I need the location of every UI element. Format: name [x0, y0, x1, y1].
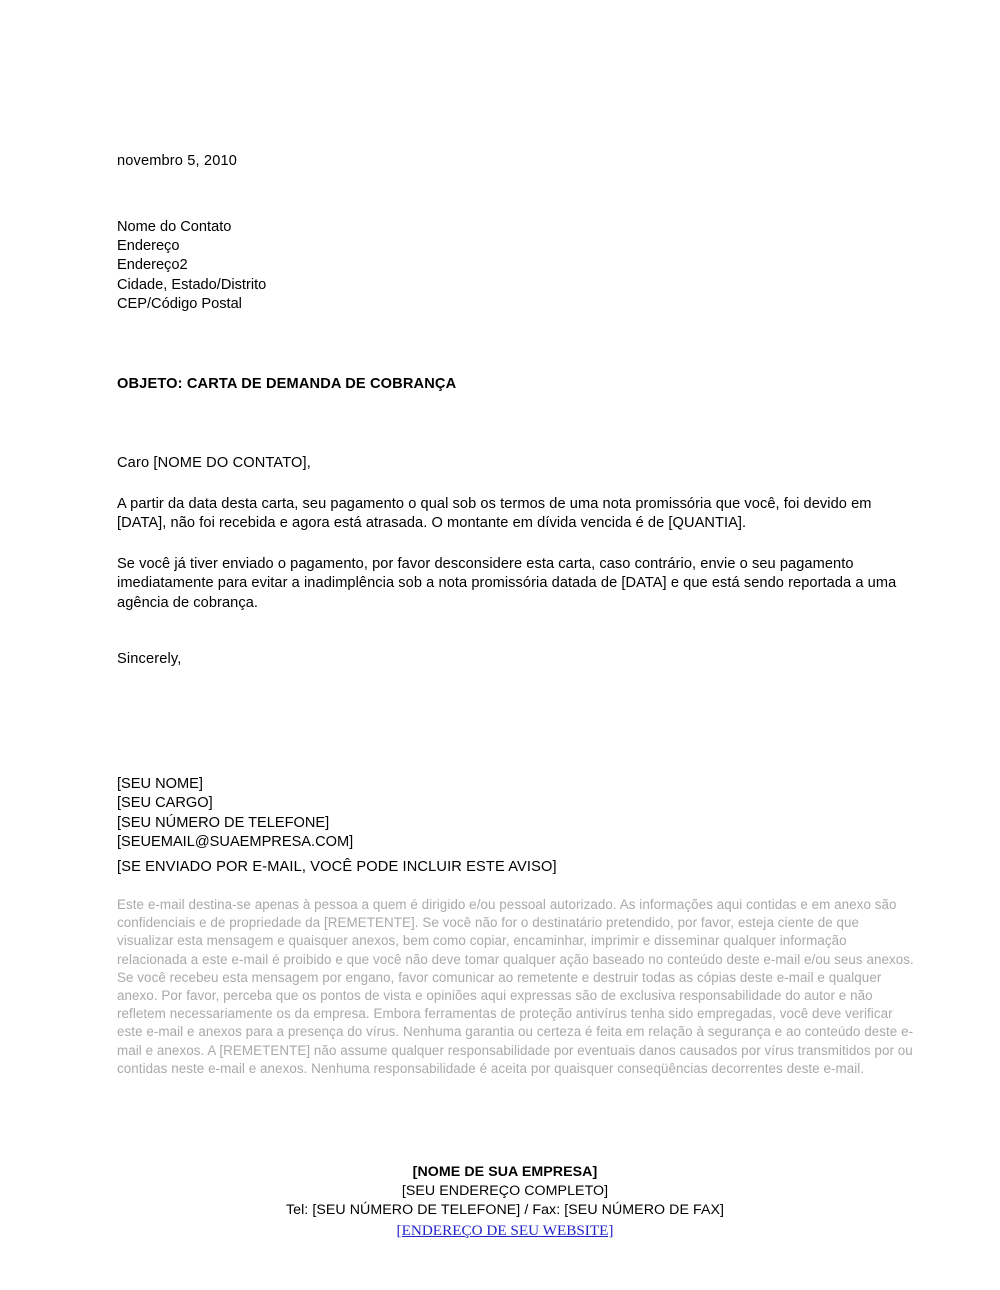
salutation: Caro [NOME DO CONTATO],: [117, 455, 311, 472]
signature-space-1: [117, 669, 917, 715]
spacer-before-closing: [117, 614, 917, 650]
recipient-address-block: [117, 218, 917, 315]
signature-space-3: [117, 761, 917, 775]
spacer-before-subject-2: [117, 361, 917, 375]
body-paragraph-2: Se você já tiver enviado o pagamento, por favor desconsidere esta carta, caso contrário, envie o seu pagamento imediatamente para evitar a inadimplência sob a nota promissória datada de [DATA] e que está sendo reportada a uma agência de cobrança.: [117, 555, 897, 611]
recipient-line-name: Nome do Contato: [117, 218, 232, 235]
spacer-after-date: [117, 172, 917, 218]
spacer-before-salutation-2: [117, 440, 917, 454]
signature-phone: [SEU NÚMERO DE TELEFONE]: [117, 814, 330, 831]
email-disclaimer-text: Este e-mail destina-se apenas à pessoa a quem é dirigido e/ou pessoal autorizado. As informações aqui contidas e em anexo são confidenciais e de propriedade da [REMETENTE]. Se você não for o destinatário pretendido, por favor, esteja ciente de que visualizar esta mensagem e quaisquer anexos, bem como copiar, encaminhar, imprimir e disseminar qualquer informação relacionada a este e-mail é proibido e que você não deve tomar qualquer ação baseado no conteúdo deste e-mail e/ou seus anexos. Se você recebeu esta mensagem por engano, favor comunicar ao remetente e destruir todas as cópias deste e-mail e qualquer anexo. Por favor, perceba que os pontos de vista e opiniões aqui expressas são de exclusiva responsabilidade do autor e não refletem necessariamente os da empresa. Embora ferramentas de proteção antivírus tenha sido empregadas, você deve verificar este e-mail e anexos para a presença do vírus. Nenhuma garantia ou certeza é feita em relação à segurança e ao conteúdo deste e-mail e anexos. A [REMETENTE] não assume qualquer responsabilidade por eventuais danos causados por vírus transmitidos por ou contidas neste e-mail e anexos. Nenhuma responsabilidade é aceita por quaisquer conseqüências decorrentes deste e-mail.: [117, 897, 914, 1076]
footer-website-wrapper: [0, 1221, 1000, 1240]
footer-company-name: [NOME DE SUA EMPRESA]: [412, 1164, 598, 1180]
signature-email: [SEUEMAIL@SUAEMPRESA.COM]: [117, 834, 354, 851]
spacer-before-salutation: [117, 394, 917, 440]
recipient-line-address2: Endereço2: [117, 257, 188, 274]
footer-website-link[interactable]: [ENDEREÇO DE SEU WEBSITE]: [396, 1221, 614, 1239]
letter-body: [117, 152, 917, 853]
body-paragraph-1: A partir da data desta carta, seu pagamento o qual sob os termos de uma nota promissória que você, foi devido em [DATA], não foi recebida e agora está atrasada. O montante em dívida vencida é de [QUANTIA].: [117, 495, 872, 532]
recipient-line-address1: Endereço: [117, 237, 180, 254]
signature-name: [SEU NOME]: [117, 776, 203, 792]
footer-contact: Tel: [SEU NÚMERO DE TELEFONE] / Fax: [SEU NÚMERO DE FAX]: [285, 1202, 725, 1219]
signature-space-2: [117, 715, 917, 761]
signature-title: [SEU CARGO]: [117, 795, 213, 812]
footer-address: [SEU ENDEREÇO COMPLETO]: [401, 1183, 609, 1200]
document-footer: [0, 1163, 1000, 1240]
spacer-between-paragraphs: [117, 534, 917, 555]
subject-line: OBJETO: CARTA DE DEMANDA DE COBRANÇA: [117, 375, 457, 392]
spacer-before-subject: [117, 315, 917, 361]
email-notice-heading: [SE ENVIADO POR E-MAIL, VOCÊ PODE INCLUIR ESTE AVISO]: [117, 859, 557, 875]
signature-block: [117, 775, 917, 853]
recipient-line-city-state: Cidade, Estado/Distrito: [117, 276, 267, 293]
spacer-before-paragraph-1: [117, 474, 917, 495]
letter-date: novembro 5, 2010: [117, 153, 237, 169]
letter-date-block: [117, 152, 917, 172]
recipient-line-postal-code: CEP/Código Postal: [117, 296, 242, 313]
closing-line: Sincerely,: [117, 650, 182, 667]
